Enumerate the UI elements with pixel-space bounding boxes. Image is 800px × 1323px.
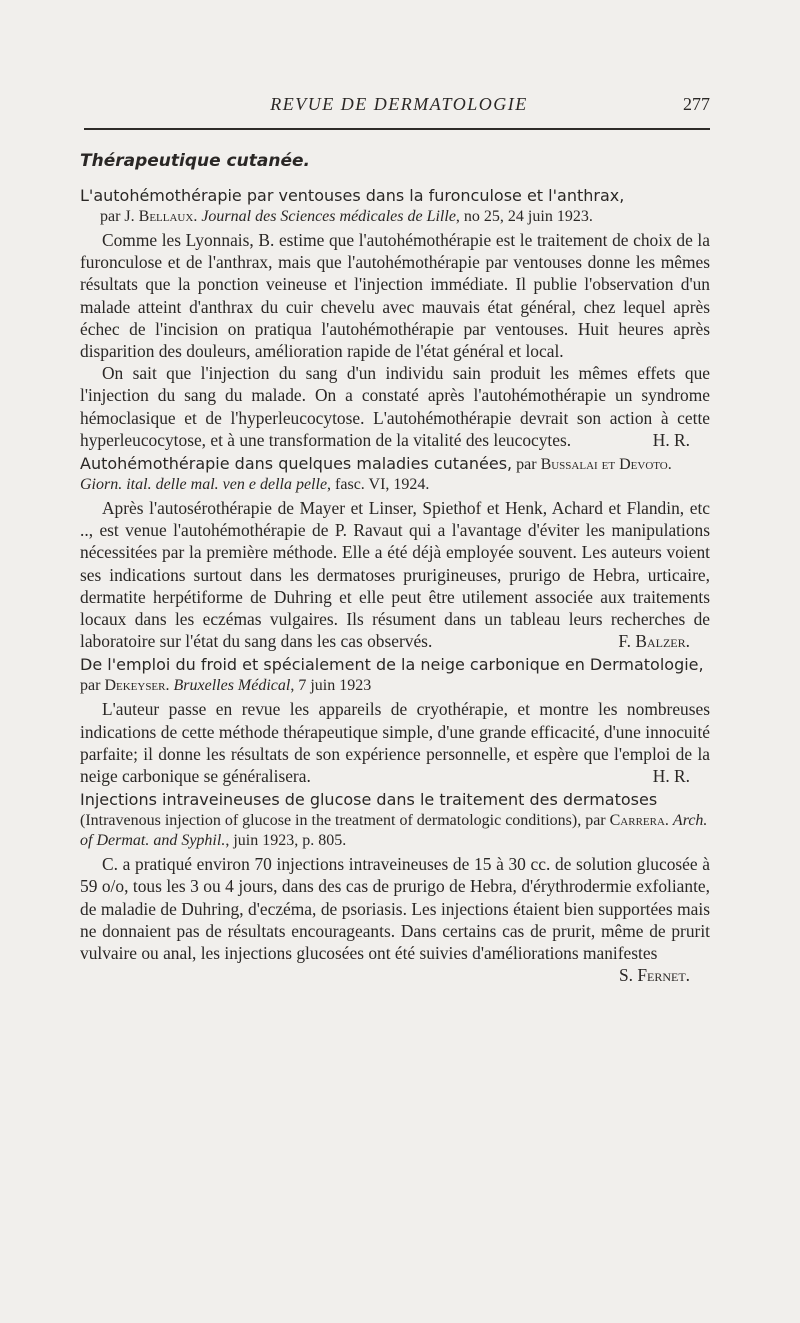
running-title: REVUE DE DERMATOLOGIE [270, 94, 528, 114]
citation-prefix: par [512, 456, 541, 474]
article-title: Injections intraveineuses de glucose dans le traitement des dermatoses [80, 790, 658, 810]
citation-prefix: par J. [100, 208, 139, 225]
article-author: Carrera [609, 812, 665, 830]
paragraph [80, 362, 710, 451]
paragraph-text: On sait que l'injection du sang d'un individu sain produit les mêmes effets que l'injection du sang du malade. On a constaté après l'autohémothérapie un syndrome hémoclasique et de l'hyperleucocytose. L'autohémothérapie devrait son action à cette hyperleucocytose, et à une transformation de la vitalité des leucocytes. [80, 363, 710, 450]
article-3 [80, 655, 710, 787]
article-author: Dekeyser [104, 677, 166, 695]
article-title: L'autohémothérapie par ventouses dans la furonculose et l'anthrax, [80, 186, 625, 205]
article-body [80, 698, 710, 787]
article-body [80, 229, 710, 451]
running-head [84, 92, 714, 122]
article-title: Autohémothérapie dans quelques maladies cutanées, [80, 454, 513, 474]
article-author: Bellaux [138, 208, 194, 225]
article-body [80, 853, 710, 986]
article-head [80, 790, 710, 851]
article-journal: Bruxelles Médical [173, 677, 291, 695]
paragraph-text: C. a pratiqué environ 70 injections intraveineuses de 15 à 30 cc. de solution glucosée à 59 o/o, tous les 3 ou 4 jours, dans des cas de prurigo de Hebra, d'érythrodermie exfoliante, de maladie de Duhring, d'eczéma, de psoriasis. Les injections étaient bien supportées mais ne donnaient pas de résultats encourageants. Dans certains cas de prurit, même de prurit vulvaire ou anal, les injections glucosées ont été suivies d'améliorations manifestes [80, 854, 710, 964]
article-title: De l'emploi du froid et spécialement de la neige carbonique en Dermatologie, [80, 655, 704, 675]
article-head [80, 454, 710, 495]
article-journal: Arch. of Dermat. and Syphil. [80, 812, 708, 850]
signature: F. Balzer. [618, 631, 690, 652]
paragraph [80, 698, 710, 787]
article-citation [80, 208, 593, 225]
signature: H. R. [652, 429, 690, 450]
header-rule [84, 128, 710, 130]
citation-suffix: , no 25, 24 juin 1923. [455, 208, 593, 225]
paragraph [80, 853, 710, 986]
article-author: Bussalai et Devoto [540, 456, 668, 474]
citation-mid: . [193, 208, 202, 225]
article-2 [80, 454, 710, 652]
citation-mid: . [664, 812, 673, 830]
citation-suffix: , 7 juin 1923 [290, 677, 372, 695]
citation-suffix: , fasc. VI, 1924. [327, 476, 430, 494]
paragraph-text: L'auteur passe en revue les appareils de cryothérapie, et montre les nombreuses indications de cette méthode thérapeutique simple, d'une grande efficacité, d'une innocuité parfaite; il donne les résultats de son expérience personnelle, et espère que l'emploi de la neige carbonique se généralisera. [80, 699, 710, 787]
article-1 [80, 186, 710, 451]
page-number: 277 [683, 94, 710, 114]
citation-prefix: (Intravenous injection of glucose in the treatment of dermatologic conditions), par [80, 812, 610, 830]
section-title: Thérapeutique cutanée. [80, 151, 310, 171]
article-head [80, 655, 710, 696]
citation-prefix: par [80, 677, 105, 695]
article-body [80, 497, 710, 652]
citation-suffix: , juin 1923, p. 805. [225, 832, 347, 850]
signature: H. R. [652, 766, 690, 787]
citation-mid: . [165, 677, 174, 695]
page-content [80, 148, 710, 989]
article-journal: Journal des Sciences médicales de Lille [201, 208, 456, 225]
article-head [80, 186, 710, 227]
signature: S. Fernet. [618, 965, 690, 986]
article-4 [80, 790, 710, 986]
article-journal: Giorn. ital. delle mal. ven e della pelle [80, 476, 328, 494]
citation-mid: . [667, 456, 672, 474]
paragraph-text: Après l'autosérothérapie de Mayer et Linser, Spiethof et Henk, Achard et Flandin, etc .., est venue l'autohémothérapie de P. Ravaut qui a l'avantage d'éviter les manipulations nécessitées par la première méthode. Elle a été déjà employée souvent. Les auteurs voient ses indications surtout dans les dermatoses prurigineuses, prurigo de Hebra, urticaire, dermatite herpétiforme de Duhring et elle peut être utilement associée aux traitements locaux dans les eczémas vulgaires. Ils résument dans un tableau leurs recherches de laboratoire sur l'état du sang dans les cas observés. [80, 498, 710, 652]
paragraph: Comme les Lyonnais, B. estime que l'autohémothérapie est le traitement de choix de la furonculose et de l'anthrax, mais que l'autohémothérapie par ventouses donne les mêmes résultats que la ponction veineuse et l'injection immédiate. Il publie l'observation d'un malade atteint d'anthrax du cuir chevelu avec mauvais état général, chez lequel après échec de l'incision on pratiqua l'autohémothérapie par ventouses. Huit heures après disparition des douleurs, amélioration rapide de l'état général et local. [80, 230, 710, 362]
paragraph [80, 497, 710, 652]
